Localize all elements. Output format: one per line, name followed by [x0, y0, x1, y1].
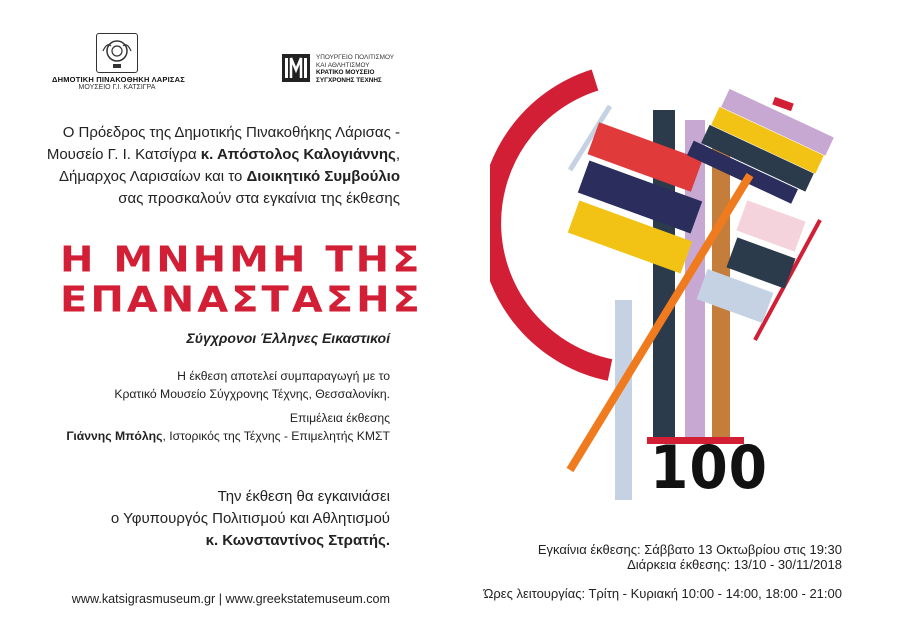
invitation-line-4: σας προσκαλούν στα εγκαίνια της έκθεσης: [118, 190, 400, 207]
opening-line-1: Την έκθεση θα εγκαινιάσει: [217, 488, 390, 505]
museum-name: ΜΟΥΣΕΙΟ Γ.Ι. ΚΑΤΣΙΓΡΑ: [78, 84, 156, 91]
exhibition-title-line-1: Η ΜΝΗΜΗ ΤΗΣ: [60, 239, 423, 281]
invitation-line-2: Μουσείο Γ. Ι. Κατσίγρα κ. Απόστολος Καλογιάννης,: [46, 146, 400, 163]
ministry-line2: ΚΑΙ ΑΘΛΗΤΙΣΜΟΥ: [316, 61, 370, 69]
minister-name: κ. Κωνσταντίνος Στρατής.: [205, 532, 390, 549]
opening-date: Εγκαίνια έκθεσης: Σάββατο 13 Οκτωβρίου στις 19:30: [537, 542, 842, 557]
opening-hours: Ώρες λειτουργίας: Τρίτη - Κυριακή 10:00 - 14:00, 18:00 - 21:00: [483, 586, 842, 601]
exhibition-title-line-2: ΕΠΑΝΑΣΤΑΣΗΣ: [60, 279, 423, 321]
coproduction-line-1: Η έκθεση αποτελεί συμπαραγωγή με το: [177, 369, 390, 383]
opening-line-2: ο Υφυπουργός Πολιτισμού και Αθλητισμού: [110, 510, 390, 527]
website-links: www.katsigrasmuseum.gr | www.greekstatemuseum.com: [71, 592, 390, 606]
light-blue-vertical-bar: [615, 300, 632, 500]
coproduction-line-2: Κρατικό Μουσείο Σύγχρονης Τέχνης, Θεσσαλονίκη.: [114, 387, 390, 401]
state-museum-line2: ΣΥΓΧΡΟΝΗΣ ΤΕΧΝΗΣ: [316, 76, 382, 84]
state-museum-mark-icon: [282, 54, 310, 82]
gallery-emblem-icon: [96, 33, 138, 73]
state-museum-logo: [282, 54, 402, 86]
exhibition-subtitle: Σύγχρονοι Έλληνες Εικαστικοί: [186, 330, 390, 346]
curator-name: Γιάννης Μπόλης: [66, 429, 163, 443]
municipal-gallery-logo: [52, 33, 185, 91]
gallery-name: ΔΗΜΟΤΙΚΗ ΠΙΝΑΚΟΘΗΚΗ ΛΑΡΙΣΑΣ: [52, 75, 185, 84]
president-name: κ. Απόστολος Καλογιάννης: [200, 146, 396, 163]
invitation-line-1: Ο Πρόεδρος της Δημοτικής Πινακοθήκης Λάρισας -: [62, 124, 400, 141]
ministry-line1: ΥΠΟΥΡΓΕΙΟ ΠΟΛΙΤΙΣΜΟΥ: [316, 54, 394, 61]
red-small-bar: [772, 97, 794, 111]
invitation-line-3: Δήμαρχος Λαρισαίων και το Διοικητικό Συμβούλιο: [59, 168, 400, 185]
board-name: Διοικητικό Συμβούλιο: [246, 168, 400, 185]
opening-line-3: [20, 530, 390, 552]
centenary-number: 100: [650, 433, 768, 503]
exhibition-duration: Διάρκεια έκθεσης: 13/10 - 30/11/2018: [627, 557, 842, 572]
curation-label: Επιμέλεια έκθεσης: [289, 411, 390, 425]
state-museum-line1: ΚΡΑΤΙΚΟ ΜΟΥΣΕΙΟ: [316, 69, 375, 77]
curator-line: Γιάννης Μπόλης, Ιστορικός της Τέχνης - Επιμελητής ΚΜΣΤ: [66, 429, 390, 443]
